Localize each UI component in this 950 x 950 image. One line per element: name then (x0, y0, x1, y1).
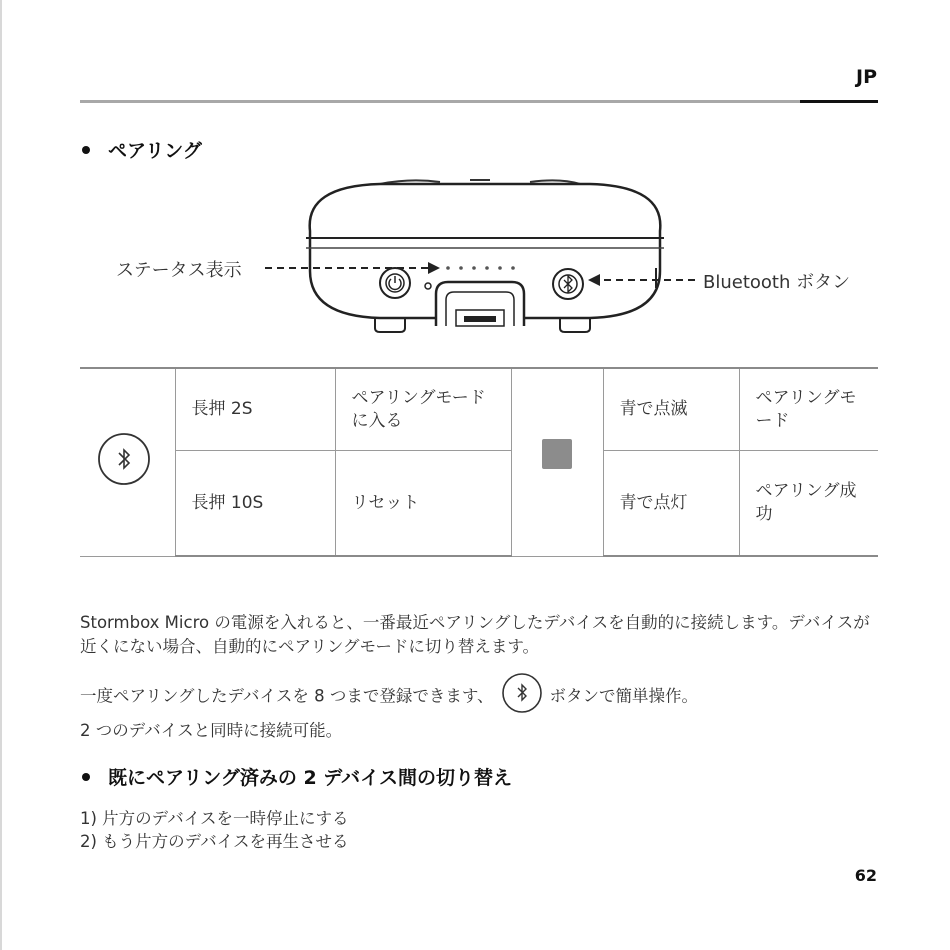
bluetooth-cell (80, 368, 175, 556)
led-indicator-square (542, 439, 572, 469)
led-indicator-cell (511, 368, 603, 556)
section-heading-text: ペアリング (108, 140, 202, 162)
bullet-icon (82, 146, 90, 154)
action-cell: 長押 10S (175, 451, 335, 557)
bluetooth-icon (96, 431, 152, 487)
page-edge (0, 0, 2, 950)
power-button-icon (380, 268, 410, 298)
multi-device-paragraph (80, 675, 880, 743)
pairing-table (80, 367, 878, 557)
section-heading-pairing (82, 136, 202, 163)
para2-line2: 2 つのデバイスと同時に接続可能。 (80, 721, 343, 740)
bullet-icon (82, 773, 90, 781)
section-heading-switching (82, 763, 512, 790)
result-cell: リセット (335, 451, 511, 557)
header-rule-accent (800, 100, 878, 103)
result-cell: ペアリングモードに入る (335, 368, 511, 451)
list-item: 2) もう片方のデバイスを再生させる (80, 832, 349, 851)
list-item: 1) 片方のデバイスを一時停止にする (80, 809, 349, 828)
led-state-cell: 青で点滅 (603, 368, 739, 451)
bluetooth-button-icon (553, 269, 583, 299)
action-cell: 長押 2S (175, 368, 335, 451)
language-label: JP (856, 66, 877, 88)
mode-cell: ペアリングモード (739, 368, 878, 451)
auto-connect-paragraph: Stormbox Micro の電源を入れると、一番最近ペアリングしたデバイスを自動的に接続します。デバイスが近くにない場合、自動的にペアリングモードに切り替えます。 (80, 613, 870, 656)
mode-cell: ペアリング成功 (739, 451, 878, 557)
section-heading-text: 既にペアリング済みの 2 デバイス間の切り替え (108, 767, 512, 789)
para2-text-after: ボタンで簡単操作。 (549, 686, 699, 706)
callout-status-display: ステータス表示 (116, 260, 242, 281)
table-row (80, 368, 878, 451)
table-row (80, 451, 878, 557)
bluetooth-inline-icon (500, 671, 544, 715)
led-state-cell: 青で点灯 (603, 451, 739, 557)
callout-bluetooth-button: Bluetooth ボタン (703, 272, 851, 293)
page-number: 62 (854, 866, 877, 885)
para2-text-before: 一度ペアリングしたデバイスを 8 つまで登録できます、 (80, 686, 494, 706)
speaker-diagram (110, 176, 870, 346)
header-rule (80, 100, 800, 103)
